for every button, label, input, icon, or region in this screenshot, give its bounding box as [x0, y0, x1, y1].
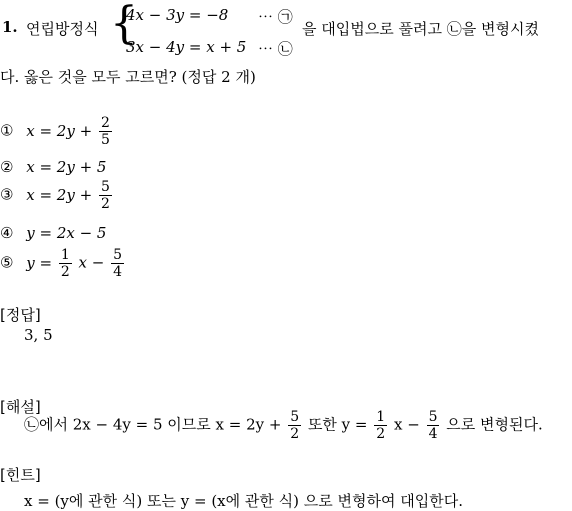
equation-2: 3x − 4y = x + 5	[126, 38, 247, 56]
question-after-system: 을 대입법으로 풀려고 ㉡을 변형시켰	[302, 20, 539, 38]
choice-5[interactable]	[0, 248, 126, 279]
fraction: $\frac{1}{2}$	[60, 247, 70, 280]
question-lead: 연립방정식	[26, 20, 99, 38]
hint-label: [힌트]	[0, 466, 41, 484]
choice-mark: ④	[0, 224, 14, 242]
choice-mark: ⑤	[0, 253, 14, 272]
choice-mark: ②	[0, 158, 14, 176]
fraction: $\frac{5}{4}$	[428, 409, 438, 442]
choice-expression: x = 2y +	[26, 121, 93, 140]
choice-expression: y = 2x − 5	[26, 224, 107, 242]
choice-expression-rest: x −	[78, 253, 105, 272]
explanation-part: x −	[393, 415, 420, 434]
choice-expression: x = 2y + 5	[26, 158, 107, 176]
question-number: 1.	[2, 18, 18, 36]
choice-4[interactable]	[0, 224, 106, 242]
answer-label: [정답]	[0, 306, 41, 324]
choice-3[interactable]	[0, 180, 114, 211]
fraction: $\frac{5}{4}$	[113, 247, 123, 280]
choice-mark: ①	[0, 121, 14, 140]
choice-mark: ③	[0, 185, 14, 204]
system-brace: {	[110, 0, 138, 49]
explanation-part: 또한 y =	[307, 415, 368, 434]
fraction: $\frac{5}{2}$	[100, 179, 110, 212]
equation-1: 4x − 3y = −8	[126, 6, 229, 24]
explanation-label: [해설]	[0, 398, 41, 416]
equation-2-tag: ⋯ ㉡	[258, 40, 293, 58]
fraction: $\frac{1}{2}$	[376, 409, 386, 442]
choice-2[interactable]	[0, 158, 106, 176]
fraction: $\frac{5}{2}$	[290, 409, 300, 442]
explanation-part: ㉡에서 2x − 4y = 5 이므로 x = 2y +	[24, 415, 282, 434]
choice-expression: x = 2y +	[26, 185, 93, 204]
explanation-text	[24, 410, 543, 441]
choice-1[interactable]	[0, 116, 114, 147]
fraction: $\frac{2}{5}$	[100, 115, 110, 148]
choice-expression: y =	[26, 253, 53, 272]
explanation-part: 으로 변형된다.	[446, 415, 543, 434]
hint-text: x = (y에 관한 식) 또는 y = (x에 관한 식) 으로 변형하여 대입한다.	[24, 492, 463, 510]
question-line-2: 다. 옳은 것을 모두 고르면? (정답 2 개)	[0, 68, 256, 86]
answer-value: 3, 5	[24, 326, 53, 344]
equation-1-tag: ⋯ ㉠	[258, 8, 293, 26]
